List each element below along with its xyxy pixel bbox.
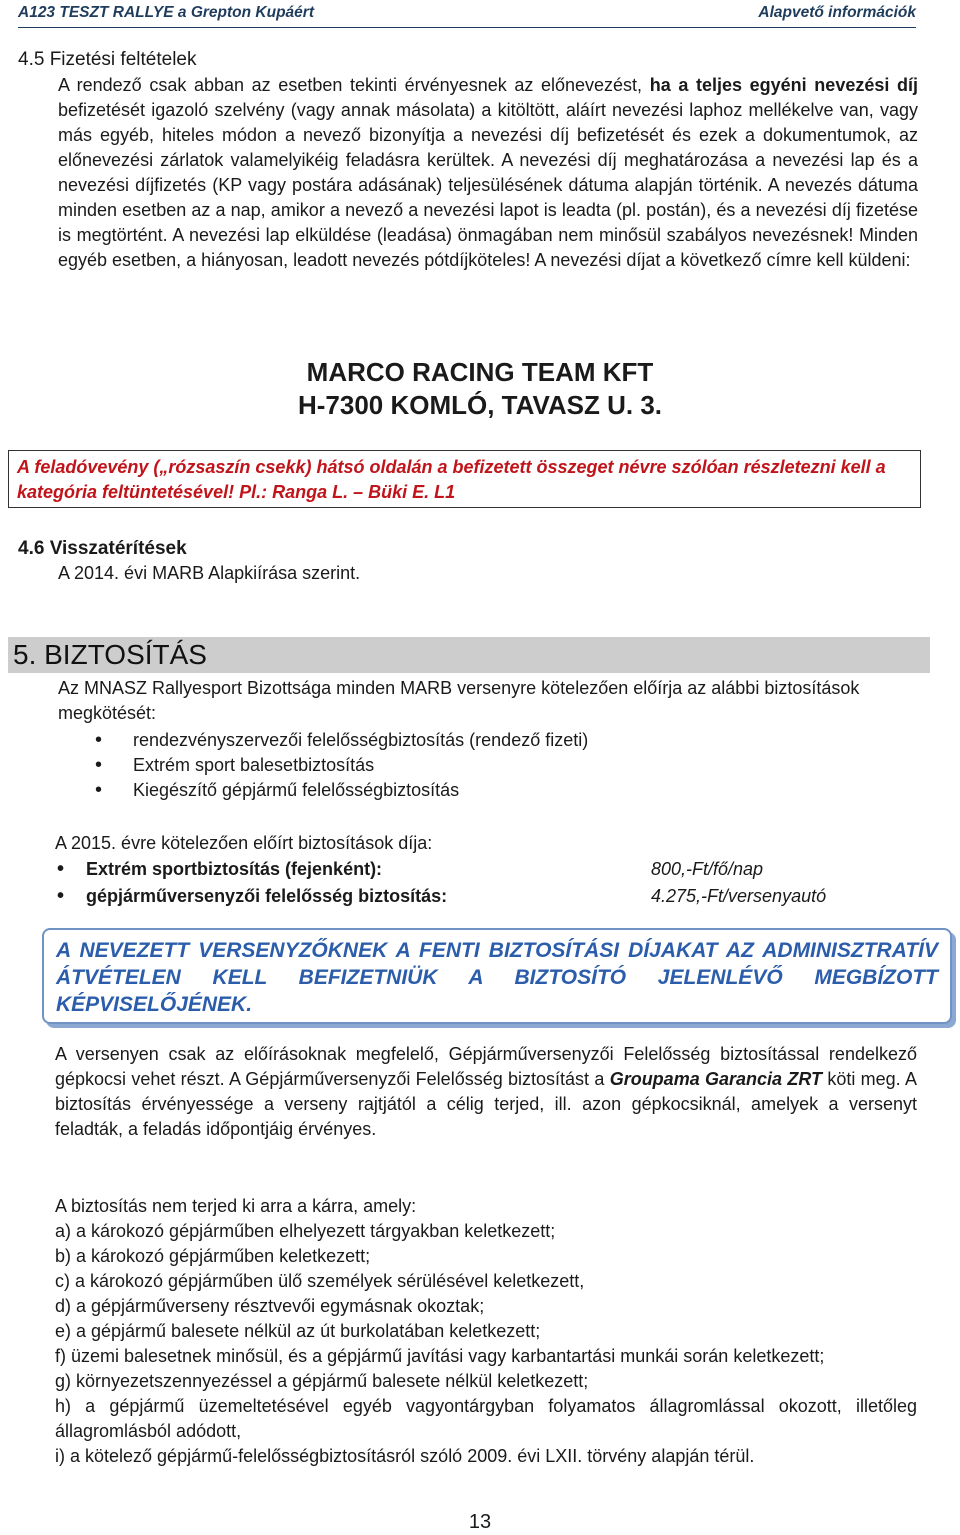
address-company: MARCO RACING TEAM KFT: [306, 357, 654, 387]
fees-title: A 2015. évre kötelezően előírt biztosítások díja:: [55, 833, 433, 853]
fee-value: 4.275,-Ft/versenyautó: [651, 886, 827, 906]
page-number: 13: [468, 1511, 492, 1533]
section-4-6: [18, 536, 360, 586]
fee-row: [52, 857, 932, 882]
insurer-name: Groupama Garancia ZRT: [609, 1069, 823, 1089]
fee-label: • Extrém sportbiztosítás (fejenként):: [86, 859, 383, 879]
section-4-6-title: 4.6 Visszatérítések: [18, 538, 187, 559]
section-5-title: 5. BIZTOSÍTÁS: [13, 639, 207, 670]
address-street: H-7300 KOMLÓ, TAVASZ U. 3.: [297, 390, 663, 420]
full-fee-emphasis: ha a teljes egyéni nevezési díj: [649, 75, 918, 95]
section-4-5-body: A rendező csak abban az esetben tekinti érvényesnek az előnevezést, ha a teljes egyéni nevezési díj befizetését igazoló szelvény (vagy annak másolata) a kitöltött, aláírt nevezési laphoz mellékelve van, vagy más egyéb, hiteles módon a nevező bizonyítja a nevezési díj befizetését és ezek a dokumentumok, az előnevezési zárlatok valamelyikéig feladásra kerültek. A nevezési díj meghatározása a nevezési lap és a nevezési díjfizetés (KP vagy postára adásának) teljesülésének dátuma alapján történik. A nevezés dátuma minden esetben az a nap, amikor a nevező a nevezési lapot is leadta (pl. postán), és a nevezési díj fizetése is megtörtént. A nevezési lap elküldése (leadása) önmagában nem minősül szabályos nevezésnek! Minden egyéb esetben, a hiányosan, leadott nevezés pótdíjköteles! A nevezési díjat a következő címre kell küldeni:: [58, 75, 918, 270]
header-rule: [18, 27, 916, 28]
list-item: f) üzemi balesetnek minősül, és a gépjármű javítási vagy karbantartási munkái során keletkezett;: [55, 1346, 825, 1366]
list-item: b) a károkozó gépjárműben keletkezett;: [55, 1246, 371, 1266]
list-item: d) a gépjárműverseny résztvevői egymásnak okoztak;: [55, 1296, 485, 1316]
list-item: h) a gépjármű üzemeltetésével egyéb vagyontárgyban folyamatos állagromlással okozott, illetőleg állagromlásból adódott,: [55, 1396, 917, 1441]
fees-table: [52, 857, 932, 909]
exclusions-title: A biztosítás nem terjed ki arra a kárra, amely:: [55, 1196, 417, 1216]
fee-row: [52, 884, 932, 909]
section-5-intro: Az MNASZ Rallyesport Bizottsága minden MARB versenyre kötelezően előírja az alábbi biztosítások megkötését:: [58, 678, 860, 723]
running-header: [18, 0, 916, 25]
list-item: e) a gépjármű balesete nélkül az út burkolatában keletkezett;: [55, 1321, 541, 1341]
list-item: i) a kötelező gépjármű-felelősségbiztosításról szóló 2009. évi LXII. törvény alapján térül.: [55, 1446, 755, 1466]
payment-address: [0, 356, 960, 422]
fee-label: • gépjárműversenyzői felelősség biztosítás:: [86, 886, 448, 906]
section-4-5-title: 4.5 Fizetési feltételek: [18, 49, 197, 70]
list-item: • Extrém sport balesetbiztosítás: [58, 753, 918, 778]
list-item: a) a károkozó gépjárműben elhelyezett tárgyakban keletkezett;: [55, 1221, 556, 1241]
list-item: g) környezetszennyezéssel a gépjármű balesete nélkül keletkezett;: [55, 1371, 589, 1391]
list-item: • Kiegészítő gépjármű felelősségbiztosítás: [58, 778, 918, 803]
section-4-6-text: A 2014. évi MARB Alapkiírása szerint.: [58, 563, 361, 583]
insurance-payment-notice: A NEVEZETT VERSENYZŐKNEK A FENTI BIZTOSÍTÁSI DÍJAKAT AZ ADMINISZTRATÍV ÁTVÉTELEN KELL BEFIZETNIÜK A BIZTOSÍTÓ JELENLÉVŐ MEGBÍZOTT KÉPVISELŐJÉNEK.: [42, 928, 952, 1024]
header-title: A123 TESZT RALLYE a Grepton Kupáért: [18, 4, 314, 21]
list-item: c) a károkozó gépjárműben ülő személyek sérülésével keletkezett,: [55, 1271, 585, 1291]
list-item: • rendezvényszervezői felelősségbiztosítás (rendező fizeti): [58, 728, 918, 753]
fee-value: 800,-Ft/fő/nap: [651, 859, 764, 879]
header-section: Alapvető információk: [758, 4, 916, 21]
payment-notice-text: A feladóvevény („rózsaszín csekk) hátsó oldalán a befizetett összeget névre szólóan részletezni kell a kategória feltüntetésével! Pl.: Ranga L. – Büki E. L1: [17, 457, 886, 502]
payment-notice-box: [8, 450, 921, 508]
insurance-paragraph: A versenyen csak az előírásoknak megfelelő, Gépjárműversenyzői Felelősség biztosítással rendelkező gépkocsi vehet részt. A Gépjárműversenyzői Felelősség biztosítást a Groupama Garancia ZRT köti meg. A biztosítás érvényessége a verseny rajtjától a célig terjed, ill. azon gépkocsiknál, amelyek a versenyt feladták, a feladás időpontjáig érvényes.: [55, 1044, 917, 1139]
section-5-heading: [8, 637, 930, 673]
insurance-list: [58, 728, 918, 803]
exclusions-list: [55, 1219, 917, 1469]
